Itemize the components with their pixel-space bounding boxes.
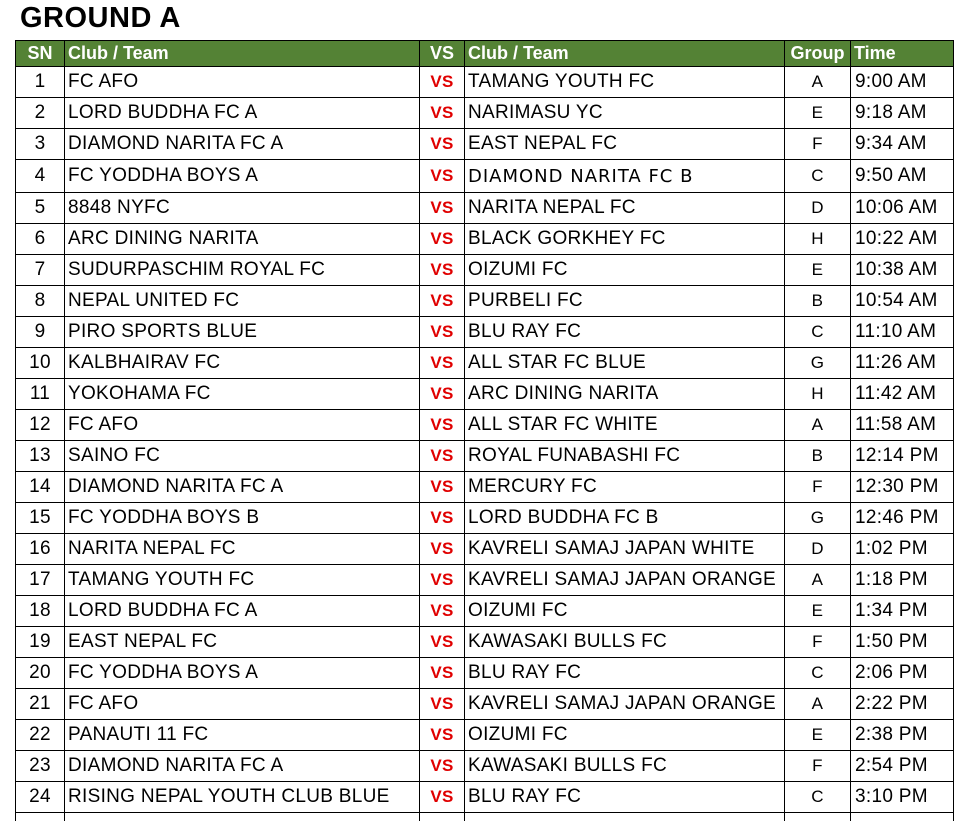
team1-cell: SAINO FC [65,441,420,472]
team2-cell: BLU RAY FC [465,782,785,813]
time-cell: 3:10 PM [851,782,954,813]
vs-cell: VS [420,565,465,596]
time-cell: 9:18 AM [851,98,954,129]
empty-cell [851,813,954,822]
schedule-table [15,40,954,821]
table-row [16,472,954,503]
time-cell: 1:34 PM [851,596,954,627]
team1-cell: FC YODDHA BOYS A [65,160,420,193]
header-time: Time [851,41,954,67]
vs-cell: VS [420,286,465,317]
table-row [16,596,954,627]
time-cell: 11:42 AM [851,379,954,410]
vs-cell: VS [420,129,465,160]
page-title: GROUND A [20,2,181,34]
time-cell: 2:06 PM [851,658,954,689]
time-cell: 9:00 AM [851,67,954,98]
team2-cell: ALL STAR FC WHITE [465,410,785,441]
group-cell: E [785,98,851,129]
team2-cell: KAWASAKI BULLS FC [465,627,785,658]
group-cell: C [785,782,851,813]
sn-cell: 4 [16,160,65,193]
sn-cell: 3 [16,129,65,160]
time-cell: 2:54 PM [851,751,954,782]
table-row [16,348,954,379]
team1-cell: PANAUTI 11 FC [65,720,420,751]
sn-cell: 24 [16,782,65,813]
group-cell: B [785,441,851,472]
team2-cell: EAST NEPAL FC [465,129,785,160]
vs-cell: VS [420,596,465,627]
team1-cell: EAST NEPAL FC [65,627,420,658]
team1-cell: FC AFO [65,67,420,98]
sn-cell: 23 [16,751,65,782]
team1-cell: TAMANG YOUTH FC [65,565,420,596]
team2-cell: BLU RAY FC [465,317,785,348]
team2-cell: KAVRELI SAMAJ JAPAN WHITE [465,534,785,565]
sn-cell: 9 [16,317,65,348]
sn-cell: 14 [16,472,65,503]
vs-cell: VS [420,160,465,193]
team1-cell: NARITA NEPAL FC [65,534,420,565]
table-row [16,67,954,98]
table-row [16,193,954,224]
sn-cell: 12 [16,410,65,441]
group-cell: H [785,379,851,410]
time-cell: 12:14 PM [851,441,954,472]
sn-cell: 16 [16,534,65,565]
team1-cell: ARC DINING NARITA [65,224,420,255]
sn-cell: 11 [16,379,65,410]
team1-cell: KALBHAIRAV FC [65,348,420,379]
sn-cell: 7 [16,255,65,286]
empty-cell [785,813,851,822]
team1-cell: 8848 NYFC [65,193,420,224]
sn-cell: 8 [16,286,65,317]
sn-cell: 1 [16,67,65,98]
team2-cell: LORD BUDDHA FC B [465,503,785,534]
table-row [16,565,954,596]
team2-cell: TAMANG YOUTH FC [465,67,785,98]
header-team1: Club / Team [65,41,420,67]
team1-cell: DIAMOND NARITA FC A [65,129,420,160]
team2-cell: KAWASAKI BULLS FC [465,751,785,782]
team2-cell: OIZUMI FC [465,255,785,286]
table-row [16,286,954,317]
team2-cell: ALL STAR FC BLUE [465,348,785,379]
team2-cell: NARITA NEPAL FC [465,193,785,224]
vs-cell: VS [420,751,465,782]
table-row [16,160,954,193]
team2-cell: KAVRELI SAMAJ JAPAN ORANGE [465,565,785,596]
team1-cell: LORD BUDDHA FC A [65,596,420,627]
team2-cell: BLU RAY FC [465,658,785,689]
team1-cell: NEPAL UNITED FC [65,286,420,317]
team1-cell: YOKOHAMA FC [65,379,420,410]
vs-cell: VS [420,67,465,98]
group-cell: A [785,689,851,720]
time-cell: 9:34 AM [851,129,954,160]
table-row [16,534,954,565]
time-cell: 10:54 AM [851,286,954,317]
team1-cell: SUDURPASCHIM ROYAL FC [65,255,420,286]
empty-cell [465,813,785,822]
vs-cell: VS [420,379,465,410]
vs-cell: VS [420,782,465,813]
vs-cell: VS [420,720,465,751]
team1-cell: DIAMOND NARITA FC A [65,751,420,782]
table-row [16,627,954,658]
time-cell: 10:38 AM [851,255,954,286]
empty-cell [65,813,420,822]
time-cell: 2:38 PM [851,720,954,751]
header-group: Group [785,41,851,67]
table-row [16,317,954,348]
table-row-partial [16,813,954,822]
table-row [16,410,954,441]
group-cell: B [785,286,851,317]
group-cell: D [785,534,851,565]
time-cell: 11:26 AM [851,348,954,379]
vs-cell: VS [420,503,465,534]
team2-cell: PURBELI FC [465,286,785,317]
vs-cell: VS [420,193,465,224]
team2-cell: NARIMASU YC [465,98,785,129]
team1-cell: FC YODDHA BOYS B [65,503,420,534]
group-cell: F [785,751,851,782]
sn-cell: 15 [16,503,65,534]
sn-cell: 19 [16,627,65,658]
vs-cell: VS [420,472,465,503]
vs-cell: VS [420,98,465,129]
group-cell: F [785,129,851,160]
team1-cell: RISING NEPAL YOUTH CLUB BLUE [65,782,420,813]
group-cell: A [785,67,851,98]
group-cell: D [785,193,851,224]
time-cell: 9:50 AM [851,160,954,193]
table-row [16,255,954,286]
team1-cell: PIRO SPORTS BLUE [65,317,420,348]
vs-cell: VS [420,317,465,348]
table-row [16,224,954,255]
team1-cell: DIAMOND NARITA FC A [65,472,420,503]
header-team2: Club / Team [465,41,785,67]
team1-cell: FC AFO [65,410,420,441]
group-cell: E [785,255,851,286]
vs-cell: VS [420,658,465,689]
group-cell: E [785,596,851,627]
table-row [16,751,954,782]
sn-cell: 13 [16,441,65,472]
time-cell: 1:50 PM [851,627,954,658]
table-row [16,503,954,534]
vs-cell: VS [420,534,465,565]
team2-cell: OIZUMI FC [465,720,785,751]
table-row [16,689,954,720]
sn-cell: 18 [16,596,65,627]
header-row [16,41,954,67]
group-cell: H [785,224,851,255]
team2-cell: KAVRELI SAMAJ JAPAN ORANGE [465,689,785,720]
time-cell: 11:10 AM [851,317,954,348]
sn-cell: 10 [16,348,65,379]
table-row [16,379,954,410]
team2-cell: DIAMOND NARITA FC B [465,160,785,193]
team2-cell: ROYAL FUNABASHI FC [465,441,785,472]
time-cell: 1:02 PM [851,534,954,565]
vs-cell: VS [420,441,465,472]
vs-cell: VS [420,627,465,658]
sn-cell: 20 [16,658,65,689]
group-cell: G [785,348,851,379]
time-cell: 10:22 AM [851,224,954,255]
team1-cell: LORD BUDDHA FC A [65,98,420,129]
time-cell: 12:46 PM [851,503,954,534]
team1-cell: FC AFO [65,689,420,720]
team2-cell: ARC DINING NARITA [465,379,785,410]
vs-cell: VS [420,410,465,441]
time-cell: 11:58 AM [851,410,954,441]
team2-cell: OIZUMI FC [465,596,785,627]
header-sn: SN [16,41,65,67]
table-row [16,129,954,160]
time-cell: 2:22 PM [851,689,954,720]
sn-cell: 17 [16,565,65,596]
sn-cell: 2 [16,98,65,129]
header-vs: VS [420,41,465,67]
group-cell: A [785,565,851,596]
vs-cell: VS [420,255,465,286]
vs-cell: VS [420,224,465,255]
group-cell: A [785,410,851,441]
table-row [16,720,954,751]
table-row [16,98,954,129]
time-cell: 12:30 PM [851,472,954,503]
table-row [16,441,954,472]
time-cell: 10:06 AM [851,193,954,224]
group-cell: C [785,317,851,348]
team1-cell: FC YODDHA BOYS A [65,658,420,689]
vs-cell: VS [420,689,465,720]
team2-cell: MERCURY FC [465,472,785,503]
group-cell: G [785,503,851,534]
group-cell: E [785,720,851,751]
sn-cell: 21 [16,689,65,720]
table-row [16,782,954,813]
time-cell: 1:18 PM [851,565,954,596]
vs-cell: VS [420,348,465,379]
group-cell: C [785,658,851,689]
sn-cell: 6 [16,224,65,255]
group-cell: F [785,472,851,503]
group-cell: C [785,160,851,193]
sn-cell: 5 [16,193,65,224]
table-row [16,658,954,689]
empty-cell [16,813,65,822]
team2-cell: BLACK GORKHEY FC [465,224,785,255]
empty-cell [420,813,465,822]
group-cell: F [785,627,851,658]
sn-cell: 22 [16,720,65,751]
